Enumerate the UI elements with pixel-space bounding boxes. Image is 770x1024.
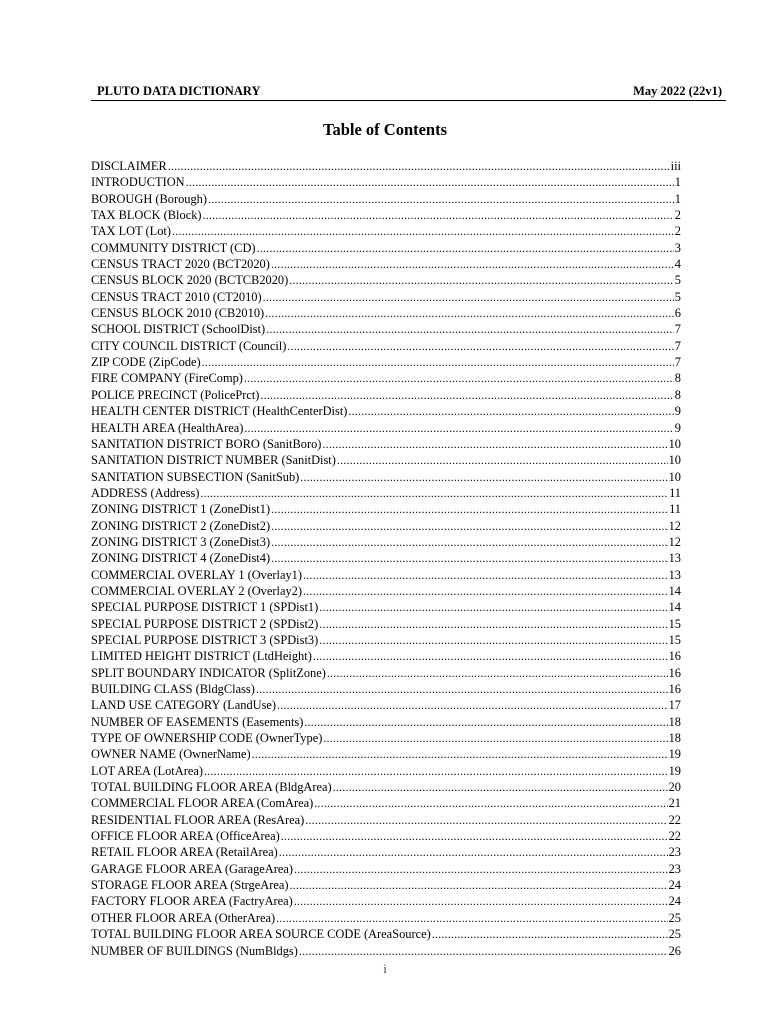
- toc-entry-page[interactable]: 7: [674, 338, 681, 353]
- toc-dot-leader: [432, 926, 668, 942]
- toc-entry-label[interactable]: OFFICE FLOOR AREA (OfficeArea): [91, 829, 280, 844]
- toc-dot-leader: [168, 158, 670, 174]
- toc-entry-page[interactable]: 10: [668, 469, 681, 484]
- toc-dot-leader: [337, 452, 668, 468]
- toc-dot-leader: [319, 616, 667, 632]
- toc-dot-leader: [348, 403, 673, 419]
- toc-entry-label[interactable]: SPECIAL PURPOSE DISTRICT 3 (SPDist3): [91, 632, 319, 647]
- toc-dot-leader: [202, 354, 674, 370]
- toc-dot-leader: [186, 174, 674, 190]
- toc-entry[interactable]: [91, 567, 681, 583]
- toc-entry-label[interactable]: NUMBER OF EASEMENTS (Easements): [91, 714, 304, 729]
- toc-entry-page[interactable]: 1: [674, 191, 681, 206]
- toc-entry-label[interactable]: HEALTH CENTER DISTRICT (HealthCenterDist): [91, 404, 348, 419]
- table-of-contents: [91, 158, 681, 959]
- toc-entry-page[interactable]: 12: [668, 534, 681, 549]
- toc-entry[interactable]: [91, 926, 681, 942]
- toc-entry-label[interactable]: RESIDENTIAL FLOOR AREA (ResArea): [91, 812, 305, 827]
- toc-dot-leader: [203, 207, 674, 223]
- toc-entry[interactable]: [91, 746, 681, 762]
- toc-entry[interactable]: [91, 191, 681, 207]
- toc-entry[interactable]: [91, 828, 681, 844]
- toc-entry-page[interactable]: 17: [668, 698, 681, 713]
- toc-entry[interactable]: [91, 403, 681, 419]
- toc-entry-page[interactable]: 8: [674, 387, 681, 402]
- toc-dot-leader: [313, 648, 668, 664]
- toc-entry-page[interactable]: 5: [674, 273, 681, 288]
- toc-entry-label[interactable]: SPECIAL PURPOSE DISTRICT 2 (SPDist2): [91, 616, 319, 631]
- toc-dot-leader: [172, 223, 674, 239]
- toc-entry-page[interactable]: 22: [668, 812, 681, 827]
- toc-entry-label[interactable]: SANITATION DISTRICT BORO (SanitBoro): [91, 436, 322, 451]
- toc-entry-page[interactable]: 13: [668, 567, 681, 582]
- toc-dot-leader: [303, 567, 668, 583]
- toc-entry-page[interactable]: 11: [669, 502, 681, 517]
- toc-dot-leader: [260, 387, 673, 403]
- toc-dot-leader: [271, 534, 668, 550]
- toc-entry-label[interactable]: ZONING DISTRICT 3 (ZoneDist3): [91, 534, 271, 549]
- toc-entry[interactable]: [91, 697, 681, 713]
- toc-entry-label[interactable]: CENSUS TRACT 2010 (CT2010): [91, 289, 262, 304]
- toc-entry[interactable]: [91, 861, 681, 877]
- toc-entry[interactable]: [91, 730, 681, 746]
- toc-entry-label[interactable]: LOT AREA (LotArea): [91, 763, 203, 778]
- toc-entry[interactable]: [91, 583, 681, 599]
- toc-entry-page[interactable]: 10: [668, 453, 681, 468]
- toc-entry-label[interactable]: STORAGE FLOOR AREA (StrgeArea): [91, 878, 289, 893]
- toc-entry-page[interactable]: 24: [668, 878, 681, 893]
- toc-entry-page[interactable]: 15: [668, 616, 681, 631]
- toc-dot-leader: [265, 305, 674, 321]
- toc-entry-label[interactable]: OTHER FLOOR AREA (OtherArea): [91, 910, 276, 925]
- toc-entry[interactable]: [91, 665, 681, 681]
- toc-dot-leader: [323, 730, 667, 746]
- toc-entry-label[interactable]: CITY COUNCIL DISTRICT (Council): [91, 338, 287, 353]
- toc-entry-page[interactable]: 9: [674, 404, 681, 419]
- toc-entry-page[interactable]: 12: [668, 518, 681, 533]
- toc-entry[interactable]: [91, 910, 681, 926]
- toc-entry-label[interactable]: TAX LOT (Lot): [91, 224, 171, 239]
- toc-dot-leader: [314, 795, 667, 811]
- toc-entry[interactable]: [91, 436, 681, 452]
- toc-entry[interactable]: [91, 485, 681, 501]
- toc-entry-page[interactable]: 20: [668, 780, 681, 795]
- toc-dot-leader: [289, 272, 674, 288]
- toc-entry-label[interactable]: LIMITED HEIGHT DISTRICT (LtdHeight): [91, 649, 312, 664]
- toc-entry-page[interactable]: 11: [669, 485, 681, 500]
- toc-entry[interactable]: [91, 370, 681, 386]
- toc-entry-label[interactable]: TOTAL BUILDING FLOOR AREA SOURCE CODE (AreaSource): [91, 927, 431, 942]
- toc-heading: Table of Contents: [322, 120, 448, 139]
- toc-entry-label[interactable]: CENSUS BLOCK 2010 (CB2010): [91, 306, 265, 321]
- toc-entry[interactable]: [91, 714, 681, 730]
- toc-entry-page[interactable]: 26: [668, 943, 681, 958]
- toc-entry[interactable]: [91, 616, 681, 632]
- toc-entry-page[interactable]: 3: [674, 240, 681, 255]
- document-date: May 2022 (22v1): [633, 84, 722, 98]
- toc-dot-leader: [322, 436, 667, 452]
- toc-entry-page[interactable]: 16: [668, 649, 681, 664]
- toc-entry-label[interactable]: INTRODUCTION: [91, 175, 185, 190]
- toc-entry-label[interactable]: RETAIL FLOOR AREA (RetailArea): [91, 845, 278, 860]
- toc-dot-leader: [304, 714, 667, 730]
- toc-entry-page[interactable]: 13: [668, 551, 681, 566]
- toc-entry-label[interactable]: LAND USE CATEGORY (LandUse): [91, 698, 277, 713]
- toc-entry-label[interactable]: ZONING DISTRICT 1 (ZoneDist1): [91, 502, 271, 517]
- toc-dot-leader: [244, 420, 673, 436]
- toc-dot-leader: [333, 779, 668, 795]
- toc-dot-leader: [257, 240, 674, 256]
- toc-entry[interactable]: [91, 893, 681, 909]
- toc-entry-label[interactable]: BOROUGH (Borough): [91, 191, 207, 206]
- toc-dot-leader: [271, 518, 668, 534]
- toc-entry-label[interactable]: OWNER NAME (OwnerName): [91, 747, 251, 762]
- page-header: [91, 84, 726, 101]
- toc-dot-leader: [303, 583, 668, 599]
- page-number: i: [383, 961, 387, 976]
- toc-entry-label[interactable]: SCHOOL DISTRICT (SchoolDist): [91, 322, 266, 337]
- toc-entry-label[interactable]: SANITATION SUBSECTION (SanitSub): [91, 469, 300, 484]
- toc-entry-page[interactable]: 1: [674, 175, 681, 190]
- toc-entry[interactable]: [91, 207, 681, 223]
- toc-entry-page[interactable]: 24: [668, 894, 681, 909]
- toc-entry-page[interactable]: 2: [674, 208, 681, 223]
- toc-entry-page[interactable]: 7: [674, 355, 681, 370]
- toc-entry[interactable]: [91, 158, 681, 174]
- toc-entry[interactable]: [91, 420, 681, 436]
- toc-entry[interactable]: [91, 877, 681, 893]
- toc-entry[interactable]: [91, 632, 681, 648]
- toc-dot-leader: [263, 289, 674, 305]
- toc-entry-page[interactable]: 9: [674, 420, 681, 435]
- toc-dot-leader: [244, 370, 674, 386]
- toc-dot-leader: [279, 844, 668, 860]
- toc-entry[interactable]: [91, 599, 681, 615]
- toc-entry[interactable]: [91, 452, 681, 468]
- toc-entry-label[interactable]: SPECIAL PURPOSE DISTRICT 1 (SPDist1): [91, 600, 319, 615]
- toc-entry[interactable]: [91, 174, 681, 190]
- toc-entry[interactable]: [91, 289, 681, 305]
- toc-entry-label[interactable]: ZONING DISTRICT 4 (ZoneDist4): [91, 551, 271, 566]
- toc-entry-page[interactable]: 5: [674, 289, 681, 304]
- toc-entry-page[interactable]: 10: [668, 436, 681, 451]
- toc-dot-leader: [327, 665, 668, 681]
- toc-dot-leader: [208, 191, 674, 207]
- toc-entry[interactable]: [91, 943, 681, 959]
- toc-entry-page[interactable]: 16: [668, 665, 681, 680]
- toc-dot-leader: [289, 877, 667, 893]
- toc-entry-page[interactable]: 23: [668, 861, 681, 876]
- toc-entry-label[interactable]: COMMERCIAL OVERLAY 2 (Overlay2): [91, 583, 302, 598]
- toc-entry[interactable]: [91, 812, 681, 828]
- toc-dot-leader: [281, 828, 668, 844]
- toc-entry-label[interactable]: HEALTH AREA (HealthArea): [91, 420, 244, 435]
- toc-entry-page[interactable]: 14: [668, 600, 681, 615]
- toc-dot-leader: [294, 861, 668, 877]
- toc-entry-label[interactable]: COMMERCIAL FLOOR AREA (ComArea): [91, 796, 314, 811]
- toc-entry[interactable]: [91, 387, 681, 403]
- toc-dot-leader: [305, 812, 667, 828]
- toc-entry-label[interactable]: SANITATION DISTRICT NUMBER (SanitDist): [91, 453, 336, 468]
- toc-entry-page[interactable]: 4: [674, 257, 681, 272]
- toc-entry-page[interactable]: 7: [674, 322, 681, 337]
- toc-dot-leader: [319, 632, 667, 648]
- toc-entry-label[interactable]: TYPE OF OWNERSHIP CODE (OwnerType): [91, 731, 323, 746]
- toc-entry-page[interactable]: 19: [668, 763, 681, 778]
- toc-entry-page[interactable]: 14: [668, 583, 681, 598]
- toc-entry-page[interactable]: 15: [668, 632, 681, 647]
- toc-entry-label[interactable]: ZONING DISTRICT 2 (ZoneDist2): [91, 518, 271, 533]
- toc-entry[interactable]: [91, 518, 681, 534]
- toc-entry-page[interactable]: iii: [670, 159, 681, 173]
- toc-dot-leader: [299, 943, 668, 959]
- toc-entry-label[interactable]: NUMBER OF BUILDINGS (NumBldgs): [91, 943, 298, 958]
- toc-entry[interactable]: [91, 795, 681, 811]
- toc-entry-label[interactable]: POLICE PRECINCT (PolicePrct): [91, 387, 260, 402]
- toc-entry-label[interactable]: COMMERCIAL OVERLAY 1 (Overlay1): [91, 567, 302, 582]
- toc-entry-page[interactable]: 8: [674, 371, 681, 386]
- toc-dot-leader: [294, 893, 668, 909]
- toc-dot-leader: [271, 550, 668, 566]
- toc-entry-page[interactable]: 16: [668, 682, 681, 696]
- toc-entry[interactable]: [91, 469, 681, 485]
- toc-entry-label[interactable]: GARAGE FLOOR AREA (GarageArea): [91, 861, 293, 876]
- toc-entry-label[interactable]: BUILDING CLASS (BldgClass): [91, 682, 255, 696]
- toc-entry-label[interactable]: TOTAL BUILDING FLOOR AREA (BldgArea): [91, 780, 332, 795]
- toc-entry[interactable]: [91, 321, 681, 337]
- document-title: PLUTO DATA DICTIONARY: [97, 84, 261, 98]
- toc-entry-label[interactable]: DISCLAIMER: [91, 159, 167, 173]
- toc-entry-label[interactable]: FACTORY FLOOR AREA (FactryArea): [91, 894, 293, 909]
- toc-entry-page[interactable]: 22: [668, 829, 681, 844]
- toc-entry[interactable]: [91, 681, 681, 697]
- toc-entry-label[interactable]: CENSUS BLOCK 2020 (BCTCB2020): [91, 273, 289, 288]
- toc-dot-leader: [271, 501, 668, 517]
- toc-entry[interactable]: [91, 763, 681, 779]
- toc-entry-label[interactable]: CENSUS TRACT 2020 (BCT2020): [91, 257, 270, 272]
- toc-entry-page[interactable]: 25: [668, 910, 681, 925]
- toc-dot-leader: [319, 599, 667, 615]
- toc-entry-label[interactable]: FIRE COMPANY (FireComp): [91, 371, 243, 386]
- toc-entry[interactable]: [91, 305, 681, 321]
- toc-entry-page[interactable]: 25: [668, 927, 681, 942]
- toc-entry-page[interactable]: 18: [668, 714, 681, 729]
- toc-entry[interactable]: [91, 550, 681, 566]
- toc-entry[interactable]: [91, 534, 681, 550]
- toc-entry[interactable]: [91, 223, 681, 239]
- toc-entry[interactable]: [91, 354, 681, 370]
- toc-entry[interactable]: [91, 240, 681, 256]
- toc-entry-page[interactable]: 21: [668, 796, 681, 811]
- toc-entry-page[interactable]: 19: [668, 747, 681, 762]
- toc-entry-page[interactable]: 2: [674, 224, 681, 239]
- toc-dot-leader: [300, 469, 667, 485]
- toc-entry-page[interactable]: 23: [668, 845, 681, 860]
- toc-dot-leader: [277, 697, 668, 713]
- toc-dot-leader: [271, 256, 674, 272]
- toc-entry[interactable]: [91, 256, 681, 272]
- toc-entry[interactable]: [91, 648, 681, 664]
- toc-entry-label[interactable]: TAX BLOCK (Block): [91, 208, 202, 223]
- toc-entry-page[interactable]: 6: [674, 306, 681, 321]
- toc-entry[interactable]: [91, 272, 681, 288]
- toc-dot-leader: [252, 746, 668, 762]
- toc-dot-leader: [204, 763, 668, 779]
- toc-entry-page[interactable]: 18: [668, 731, 681, 746]
- toc-dot-leader: [266, 321, 674, 337]
- toc-entry[interactable]: [91, 779, 681, 795]
- toc-entry[interactable]: [91, 338, 681, 354]
- toc-entry-label[interactable]: SPLIT BOUNDARY INDICATOR (SplitZone): [91, 665, 326, 680]
- toc-entry[interactable]: [91, 844, 681, 860]
- toc-dot-leader: [287, 338, 673, 354]
- toc-entry-label[interactable]: ZIP CODE (ZipCode): [91, 355, 201, 370]
- toc-entry[interactable]: [91, 501, 681, 517]
- toc-dot-leader: [200, 485, 668, 501]
- toc-dot-leader: [276, 910, 667, 926]
- toc-entry-label[interactable]: ADDRESS (Address): [91, 485, 200, 500]
- toc-dot-leader: [256, 681, 668, 697]
- toc-entry-label[interactable]: COMMUNITY DISTRICT (CD): [91, 240, 256, 255]
